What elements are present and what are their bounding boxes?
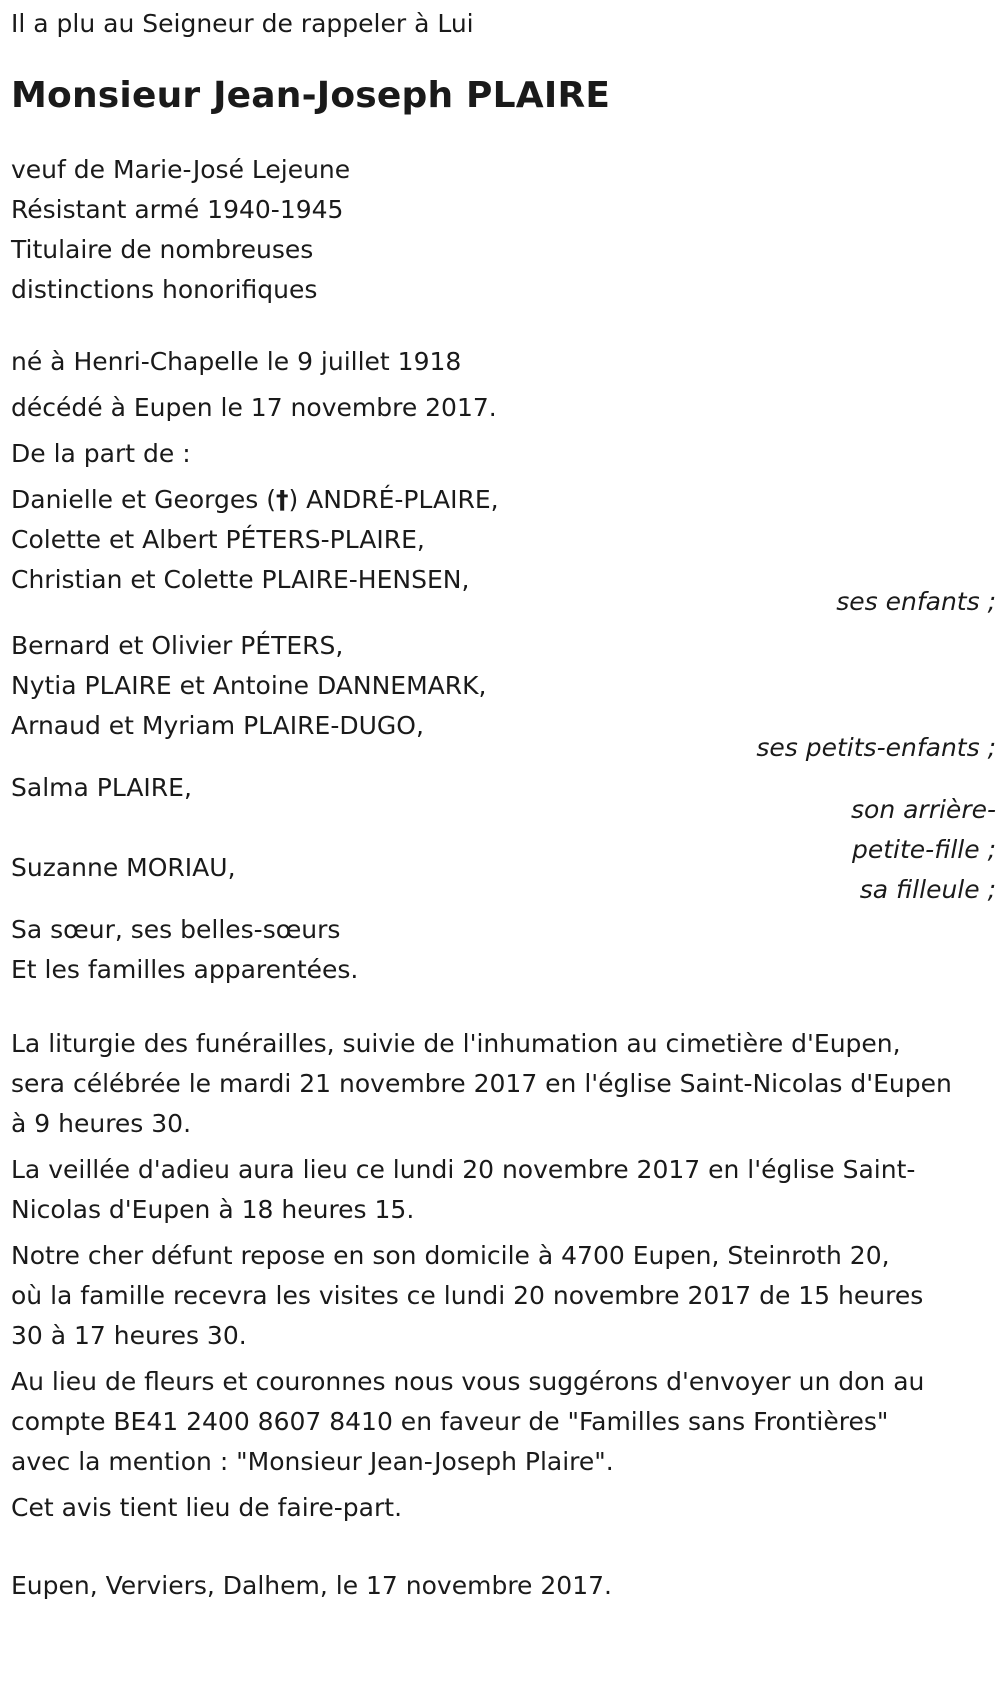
family-block — [11, 910, 996, 990]
great-granddaughter-role-1: son arrière- — [851, 795, 996, 824]
title-line: Titulaire de nombreuses — [11, 235, 314, 264]
grandchildren-block — [11, 626, 996, 768]
funeral-paragraph — [11, 1024, 996, 1144]
grandchild-line: Bernard et Olivier PÉTERS, — [11, 631, 344, 660]
children-line: Christian et Colette PLAIRE-HENSEN, — [11, 565, 470, 594]
donation-line: avec la mention : "Monsieur Jean-Joseph Plaire". — [11, 1447, 614, 1476]
vigil-paragraph — [11, 1150, 996, 1230]
family-line: Sa sœur, ses belles-sœurs — [11, 915, 341, 944]
death-line: décédé à Eupen le 17 novembre 2017. — [11, 393, 497, 422]
grandchild-line: Arnaud et Myriam PLAIRE-DUGO, — [11, 711, 424, 740]
repose-paragraph — [11, 1236, 996, 1356]
donation-line: compte BE41 2400 8607 8410 en faveur de "Familles sans Frontières" — [11, 1407, 889, 1436]
children-line: Colette et Albert PÉTERS-PLAIRE, — [11, 525, 425, 554]
funeral-line: La liturgie des funérailles, suivie de l'inhumation au cimetière d'Eupen, — [11, 1029, 901, 1058]
title-line: Résistant armé 1940-1945 — [11, 195, 344, 224]
vigil-line: La veillée d'adieu aura lieu ce lundi 20 novembre 2017 en l'église Saint- — [11, 1155, 916, 1184]
obituary-notice — [11, 4, 996, 1606]
goddaughter-name: Suzanne MORIAU, — [11, 853, 236, 882]
dates-block — [11, 342, 996, 474]
funeral-line: sera célébrée le mardi 21 novembre 2017 en l'église Saint-Nicolas d'Eupen — [11, 1069, 952, 1098]
title-line: distinctions honorifiques — [11, 275, 318, 304]
vigil-line: Nicolas d'Eupen à 18 heures 15. — [11, 1195, 415, 1224]
children-line — [11, 480, 996, 520]
children-line1-post: ) ANDRÉ-PLAIRE, — [288, 485, 499, 514]
title-line: veuf de Marie-José Lejeune — [11, 155, 351, 184]
from-label: De la part de : — [11, 439, 191, 468]
intro-text: Il a plu au Seigneur de rappeler à Lui — [11, 9, 474, 38]
place-date-line: Eupen, Verviers, Dalhem, le 17 novembre 2017. — [11, 1571, 612, 1600]
deceased-name: Monsieur Jean-Joseph PLAIRE — [11, 75, 611, 116]
grandchild-line: Nytia PLAIRE et Antoine DANNEMARK, — [11, 671, 487, 700]
birth-line: né à Henri-Chapelle le 9 juillet 1918 — [11, 347, 462, 376]
children-line1-pre: Danielle et Georges ( — [11, 485, 276, 514]
notice-line: Cet avis tient lieu de faire-part. — [11, 1493, 403, 1522]
repose-line: où la famille recevra les visites ce lundi 20 novembre 2017 de 15 heures — [11, 1281, 924, 1310]
goddaughter-role: sa filleule ; — [859, 875, 996, 904]
donation-paragraph — [11, 1362, 996, 1482]
repose-line: 30 à 17 heures 30. — [11, 1321, 247, 1350]
children-role: ses enfants ; — [836, 587, 996, 616]
great-granddaughter-name: Salma PLAIRE, — [11, 773, 192, 802]
grandchildren-role: ses petits-enfants ; — [756, 733, 996, 762]
children-block — [11, 480, 996, 622]
donation-line: Au lieu de fleurs et couronnes nous vous suggérons d'envoyer un don au — [11, 1367, 925, 1396]
great-granddaughter-role-2: petite-fille ; — [852, 835, 996, 864]
funeral-line: à 9 heures 30. — [11, 1109, 192, 1138]
cross-icon: † — [275, 485, 289, 514]
family-line: Et les familles apparentées. — [11, 955, 359, 984]
goddaughter-block — [11, 848, 996, 910]
titles-block — [11, 150, 996, 310]
repose-line: Notre cher défunt repose en son domicile à 4700 Eupen, Steinroth 20, — [11, 1241, 890, 1270]
